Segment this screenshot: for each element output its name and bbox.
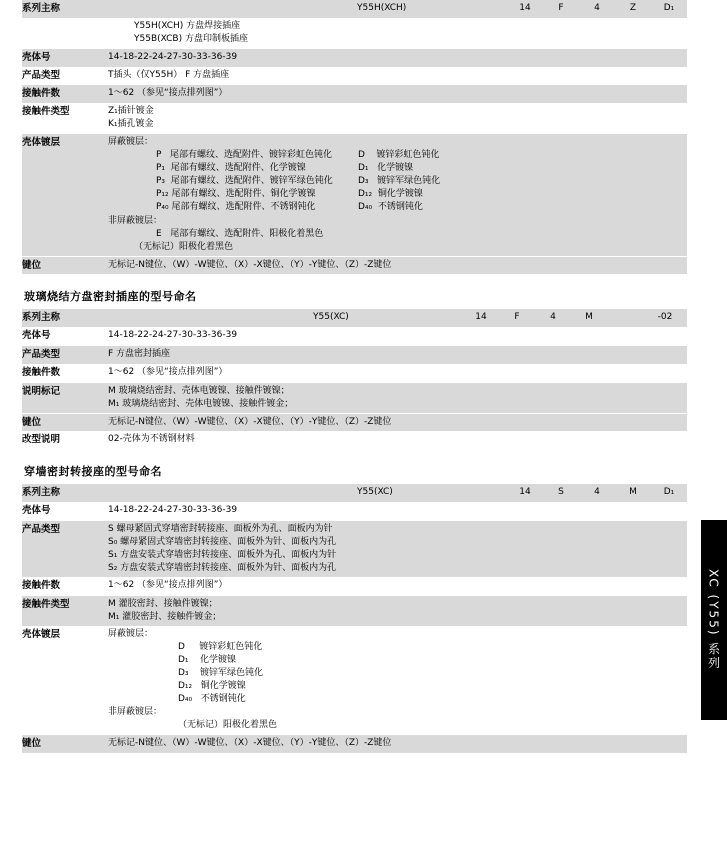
plating-desc: 不锈钢钝化: [377, 202, 423, 213]
plating-code: P₁: [156, 163, 166, 174]
plating-desc: （无标记）: [134, 241, 180, 252]
code-type: S: [558, 487, 564, 498]
code-contact-type: M: [629, 487, 637, 498]
row-body: 1～62 （参见“接点排列图”）: [108, 577, 687, 595]
row-label: 壳体镀层: [22, 626, 108, 735]
text-line: S 螺母紧固式穿墙密封转接座、面板外为孔、面板内为针: [108, 523, 333, 534]
row-label: 接触件数: [22, 364, 108, 382]
row-body: [108, 520, 687, 577]
series-side-tab: [701, 520, 727, 720]
spec-table-block3: [22, 484, 687, 753]
table-row: [22, 0, 687, 18]
model-code: Y55(XC): [313, 312, 349, 323]
code-plating: D₁: [663, 3, 675, 13]
table-row: [22, 327, 687, 345]
plating-desc: 尾部有螺纹、选配附件、化学镀镍: [170, 163, 306, 174]
plating-desc2: 阳极化着黑色: [179, 241, 234, 252]
table-row: [22, 364, 687, 382]
row-label: 壳体镀层: [22, 134, 108, 256]
plating-code: P₃: [156, 176, 166, 187]
section-title-block2: 玻璃烧结方盘密封插座的型号命名: [24, 290, 197, 304]
row-label: 说明标记: [22, 382, 108, 413]
text-line: M 灌胶密封、接触件镀镍；: [108, 598, 218, 609]
row-body: 14-18-22-24-27-30-33-36-39: [108, 48, 687, 66]
table-row: [22, 520, 687, 577]
plating-desc: 镀锌彩虹色钝化: [199, 641, 263, 652]
table-row: [22, 595, 687, 626]
text-line: Z₁插针镀金: [108, 106, 154, 117]
plating-code: D₁₂: [178, 680, 193, 691]
row-body: 无标记-N键位、（W）-W键位、（X）-X键位、（Y）-Y键位、（Z）-Z键位: [108, 256, 687, 274]
plating-desc: 铜化学镀镍: [200, 680, 246, 691]
row-label: 系列主称: [22, 0, 108, 18]
code-mark: M: [585, 312, 593, 323]
row-body: 14-18-22-24-27-30-33-36-39: [108, 327, 687, 345]
row-body: F 方盘密封插座: [108, 345, 687, 363]
text-line: M₁ 玻璃烧结密封、壳体电镀镍、接触件镀金；: [108, 398, 294, 409]
code-type: F: [558, 3, 564, 13]
table-row: [22, 382, 687, 413]
model-code: Y55H(XCH): [357, 3, 407, 13]
spec-table-block1: [22, 0, 687, 274]
row-body: [108, 309, 687, 327]
table-row: [22, 85, 687, 103]
code-shell: 14: [519, 487, 531, 498]
row-label: 改型说明: [22, 431, 108, 449]
table-row: [22, 345, 687, 363]
row-body: 02-壳体为不锈钢材料: [108, 431, 687, 449]
series-side-tab-label: XC (Y55) 系列: [706, 569, 721, 671]
row-body: 1～62 （参见“接点排列图”）: [108, 364, 687, 382]
text-line: M₁ 灌胶密封、接触件镀金；: [108, 611, 222, 622]
row-body: [108, 103, 687, 134]
code-shell: 14: [475, 312, 487, 323]
plating-code: P: [156, 150, 162, 161]
row-body: 无标记-N键位、（W）-W键位、（X）-X键位、（Y）-Y键位、（Z）-Z键位: [108, 735, 687, 753]
table-row: [22, 103, 687, 134]
row-body: [108, 626, 687, 735]
plating-code: D₄₀: [358, 202, 373, 213]
plating-code: P₁₂: [156, 189, 169, 200]
plating-code: D₃: [178, 667, 189, 678]
table-row: [22, 577, 687, 595]
code-contacts: 4: [594, 487, 600, 498]
text-line: S₂ 方盘安装式穿墙密封转接座、面板外为针、面板内为孔: [108, 562, 337, 573]
row-label: 系列主称: [22, 484, 108, 502]
plating-code: D: [178, 641, 185, 652]
row-label: 键位: [22, 413, 108, 431]
row-body: [108, 484, 687, 502]
row-label: 接触件类型: [22, 595, 108, 626]
text-line: Y55B(XCB) 方盘印制板插座: [134, 33, 248, 44]
plating-desc: 尾部有螺纹、选配附件、阳极化着黑色: [170, 228, 324, 239]
plating-tail-head: 非屏蔽镀层：: [108, 706, 163, 717]
model-code: Y55(XC): [357, 487, 393, 498]
code-contacts: 4: [594, 3, 600, 13]
row-label: 接触件类型: [22, 103, 108, 134]
plating-code: D₁₂: [358, 189, 373, 200]
table-row: [22, 431, 687, 449]
row-label: 产品类型: [22, 345, 108, 363]
row-label: 系列主称: [22, 309, 108, 327]
text-line: S₀ 螺母紧固式穿墙密封转接座、面板外为针、面板内为孔: [108, 536, 337, 547]
table-row: [22, 735, 687, 753]
row-body: [108, 18, 687, 49]
plating-desc: 镀锌彩虹色钝化: [376, 150, 440, 161]
plating-code: D: [358, 150, 365, 161]
plating-head: 屏蔽镀层：: [108, 137, 154, 148]
plating-code: D₁: [358, 163, 369, 174]
row-label: 产品类型: [22, 520, 108, 577]
text-line: K₁插孔镀金: [108, 119, 154, 130]
plating-head: 屏蔽镀层：: [108, 628, 154, 639]
row-label: 接触件数: [22, 85, 108, 103]
plating-desc: （无标记）阳极化着黑色: [178, 720, 278, 731]
row-label: 壳体号: [22, 327, 108, 345]
row-body: T插头（仅Y55H） F 方盘插座: [108, 67, 687, 85]
plating-desc: 不锈钢钝化: [200, 693, 246, 704]
table-row: [22, 18, 687, 49]
row-label: 壳体号: [22, 48, 108, 66]
plating-desc: 铜化学镀镍: [377, 189, 423, 200]
spec-table-block2: [22, 309, 687, 449]
code-plating: D₁: [663, 487, 675, 498]
table-row: [22, 134, 687, 256]
plating-code: E: [156, 228, 162, 239]
row-label: 壳体号: [22, 502, 108, 520]
text-line: Y55H(XCH) 方盘焊接插座: [134, 20, 241, 31]
row-body: [108, 382, 687, 413]
plating-code: D₄₀: [178, 693, 193, 704]
row-body: [108, 595, 687, 626]
table-row: [22, 626, 687, 735]
row-label: 键位: [22, 735, 108, 753]
row-body: 14-18-22-24-27-30-33-36-39: [108, 502, 687, 520]
row-body: 1～62 （参见“接点排列图”）: [108, 85, 687, 103]
table-row: [22, 502, 687, 520]
code-type: F: [514, 312, 520, 323]
code-shell: 14: [519, 3, 531, 13]
row-body: 无标记-N键位、（W）-W键位、（X）-X键位、（Y）-Y键位、（Z）-Z键位: [108, 413, 687, 431]
plating-desc: 化学镀镍: [377, 163, 414, 174]
section-title-block3: 穿墙密封转接座的型号命名: [24, 465, 162, 479]
plating-desc: 镀锌军绿色钝化: [200, 667, 264, 678]
row-label: 键位: [22, 256, 108, 274]
code-contact-type: Z: [629, 3, 637, 13]
plating-desc: 尾部有螺纹、选配附件、镀锌彩虹色钝化: [170, 150, 333, 161]
plating-code: D₁: [178, 654, 189, 665]
row-label: [22, 18, 108, 49]
plating-desc: 尾部有螺纹、选配附件、铜化学镀镍: [171, 189, 316, 200]
table-row: [22, 484, 687, 502]
text-line: M 玻璃烧结密封、壳体电镀镍、接触件镀镍；: [108, 385, 290, 396]
table-row: [22, 309, 687, 327]
plating-desc: 化学镀镍: [200, 654, 237, 665]
row-label: 接触件数: [22, 577, 108, 595]
row-body: [108, 134, 687, 256]
plating-desc: 尾部有螺纹、选配附件、镀锌军绿色钝化: [170, 176, 333, 187]
code-variant: -02: [657, 312, 673, 323]
table-row: [22, 256, 687, 274]
plating-desc: 镀锌军绿色钝化: [377, 176, 441, 187]
plating-desc: 尾部有螺纹、选配附件、不锈钢钝化: [171, 202, 316, 213]
plating-code: P₄₀: [156, 202, 169, 213]
code-contacts: 4: [550, 312, 556, 323]
table-row: [22, 67, 687, 85]
text-line: S₁ 方盘安装式穿墙密封转接座、面板外为孔、面板内为针: [108, 549, 337, 560]
plating-code: D₃: [358, 176, 369, 187]
plating-tail-head: 非屏蔽镀层：: [108, 215, 163, 226]
table-row: [22, 413, 687, 431]
row-label: 产品类型: [22, 67, 108, 85]
row-body: [108, 0, 687, 18]
table-row: [22, 48, 687, 66]
